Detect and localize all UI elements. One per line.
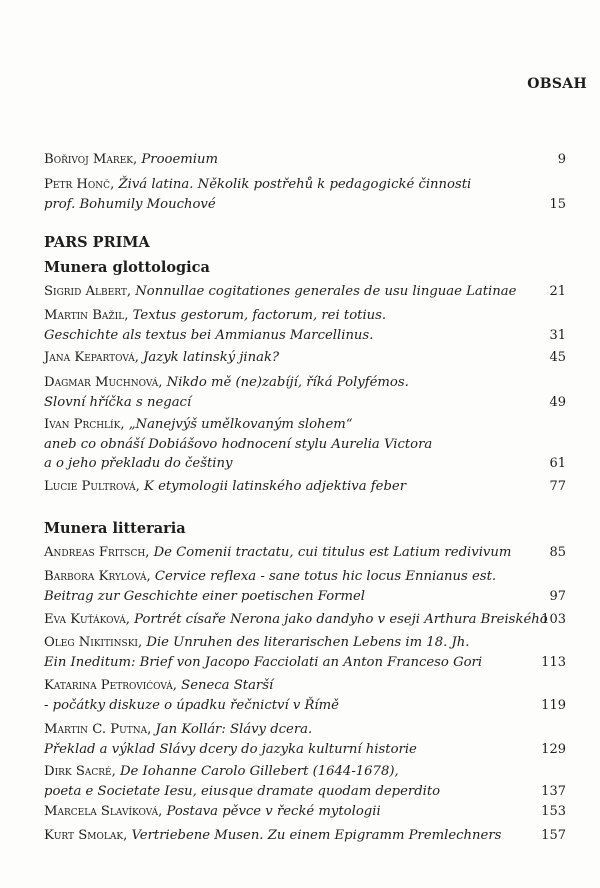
entry-title: Vertriebene Musen. Zu einem Epigramm Premlechners: [131, 828, 502, 843]
page-number: 97: [549, 588, 566, 604]
entry-author: Martin Bažil: [44, 308, 125, 323]
entry-title: Slovní hříčka s negací: [44, 394, 192, 410]
entry-author: Jana Kepartová: [44, 350, 135, 365]
entry-title: Cervice reflexa - sane totus hic locus Ennianus est.: [154, 569, 497, 584]
entry-author: Petr Honč: [44, 177, 111, 192]
toc-entry: [44, 477, 566, 497]
toc-entry: [44, 633, 566, 672]
entry-line: [44, 653, 566, 673]
entry-title: - počátky diskuze o úpadku řečnictví v Římě: [44, 697, 339, 713]
entry-line: Andreas Fritsch, De Comenii tractatu, cui titulus est Latium redivivum: [44, 545, 512, 560]
section-title: Munera litteraria: [44, 520, 186, 537]
entry-title: prof. Bohumily Mouchové: [44, 196, 216, 212]
toc-entry: [44, 802, 566, 822]
toc-entry: [44, 543, 566, 563]
part-title: PARS PRIMA: [44, 234, 150, 251]
toc-entry: [44, 567, 566, 606]
page-number: 77: [549, 479, 566, 494]
toc-entry: [44, 175, 566, 214]
entry-title: a o jeho překladu do češtiny: [44, 456, 233, 471]
entry-author: Martin C. Putna: [44, 722, 148, 737]
entry-title: K etymologii latinského adjektiva feber: [144, 479, 407, 494]
entry-author: Sigrid Albert: [44, 284, 127, 299]
page-number: 85: [549, 545, 566, 560]
entry-line: Katarina Petrovićová, Seneca Starší: [44, 678, 274, 693]
entry-title: Překlad a výklad Slávy dcery do jazyka kulturní historie: [44, 741, 417, 757]
entry-title: Jazyk latinský jinak?: [143, 350, 280, 365]
entry-line: Barbora Krylová, Cervice reflexa - sane totus hic locus Ennianus est.: [44, 569, 497, 584]
entry-title: Ein Ineditum: Brief von Jacopo Facciolati an Anton Franceso Gori: [44, 654, 483, 670]
entry-title: Živá latina. Několik postřehů k pedagogické činnosti: [118, 177, 472, 192]
entry-line: Sigrid Albert, Nonnullae cogitationes generales de usu linguae Latinae: [44, 284, 517, 299]
entry-line: Martin C. Putna, Jan Kollár: Slávy dcera.: [44, 722, 313, 737]
entry-line: [44, 696, 566, 716]
toc-entry: [44, 150, 566, 170]
toc-entry: [44, 306, 566, 345]
entry-line: Jana Kepartová, Jazyk latinský jinak?: [44, 350, 280, 365]
page-number: 113: [541, 654, 566, 670]
entry-line: [44, 195, 566, 215]
page-number: 45: [549, 350, 566, 365]
entry-line: Oleg Nikitinski, Die Unruhen des literarischen Lebens im 18. Jh.: [44, 635, 470, 650]
toc-entry: [44, 373, 566, 412]
entry-line: [44, 782, 566, 802]
toc-entry: [44, 348, 566, 368]
entry-title: „Nanejvýš umělkovaným slohem“: [128, 417, 353, 432]
entry-author: Ivan Prchlík: [44, 417, 121, 432]
entry-title: Beitrag zur Geschichte einer poetischen Formel: [44, 588, 365, 604]
entry-line: Petr Honč, Živá latina. Několik postřehů k pedagogické činnosti: [44, 177, 472, 192]
page-number: 137: [541, 783, 566, 799]
entry-author: Barbora Krylová: [44, 569, 147, 584]
entry-line: Bořivoj Marek, Prooemium: [44, 152, 218, 167]
entry-title: aneb co obnáší Dobiášovo hodnocení stylu Aurelia Victora: [44, 436, 433, 452]
entry-author: Oleg Nikitinski: [44, 635, 138, 650]
entry-line: Kurt Smolak, Vertriebene Musen. Zu einem Epigramm Premlechners: [44, 828, 502, 843]
entry-line: [44, 326, 566, 346]
page-heading: OBSAH: [527, 76, 587, 92]
toc-entry: [44, 610, 566, 630]
page-number: 61: [549, 456, 566, 471]
entry-title: Nikdo mě (ne)zabíjí, říká Polyfémos.: [166, 375, 409, 390]
entry-line: [44, 454, 566, 474]
toc-entry: [44, 415, 566, 474]
entry-line: Dirk Sacré, De Iohanne Carolo Gillebert (1644-1678),: [44, 764, 399, 779]
entry-author: Dagmar Muchnová: [44, 375, 159, 390]
entry-author: Eva Kuťáková: [44, 612, 126, 627]
entry-title: Prooemium: [141, 152, 218, 167]
page-number: 153: [541, 804, 566, 819]
entry-title: Geschichte als textus bei Ammianus Marcellinus.: [44, 327, 374, 343]
entry-title: Textus gestorum, factorum, rei totius.: [132, 308, 387, 323]
entry-author: Kurt Smolak: [44, 828, 124, 843]
entry-title: Jan Kollár: Slávy dcera.: [155, 722, 313, 737]
entry-author: Dirk Sacré: [44, 764, 112, 779]
entry-author: Lucie Pultrová: [44, 479, 136, 494]
entry-title: Portrét císaře Nerona jako dandyho v eseji Arthura Breiského: [134, 612, 548, 627]
entry-line: [44, 393, 566, 413]
entry-title: De Comenii tractatu, cui titulus est Latium redivivum: [153, 545, 512, 560]
entry-line: Ivan Prchlík, „Nanejvýš umělkovaným slohem“: [44, 417, 353, 432]
entry-line: Marcela Slavíková, Postava pěvce v řecké mytologii: [44, 804, 381, 819]
entry-line: [44, 587, 566, 607]
page-number: 103: [541, 612, 566, 627]
entry-line: Martin Bažil, Textus gestorum, factorum, rei totius.: [44, 308, 387, 323]
page-number: 31: [549, 327, 566, 343]
toc-entry: [44, 676, 566, 715]
entry-title: Seneca Starší: [181, 678, 274, 693]
toc-entry: [44, 720, 566, 759]
entry-title: Postava pěvce v řecké mytologii: [166, 804, 381, 819]
page-number: 119: [541, 697, 566, 713]
entry-author: Bořivoj Marek: [44, 152, 133, 167]
entry-title: Nonnullae cogitationes generales de usu linguae Latinae: [135, 284, 517, 299]
entry-line: [44, 435, 566, 455]
page-number: 21: [549, 284, 566, 299]
toc-entry: [44, 762, 566, 801]
entry-author: Marcela Slavíková: [44, 804, 159, 819]
entry-title: poeta e Societate Iesu, eiusque dramate quodam deperdito: [44, 783, 441, 799]
entry-line: [44, 740, 566, 760]
entry-author: Katarina Petrovićová: [44, 678, 173, 693]
page-number: 9: [557, 152, 566, 167]
entry-title: De Iohanne Carolo Gillebert (1644-1678),: [119, 764, 399, 779]
entry-line: Lucie Pultrová, K etymologii latinského adjektiva feber: [44, 479, 407, 494]
page-number: 129: [541, 741, 566, 757]
entry-line: Dagmar Muchnová, Nikdo mě (ne)zabíjí, říká Polyfémos.: [44, 375, 409, 390]
toc-entry: [44, 282, 566, 302]
entry-author: Andreas Fritsch: [44, 545, 146, 560]
entry-title: Die Unruhen des literarischen Lebens im 18. Jh.: [146, 635, 470, 650]
page-number: 15: [549, 196, 566, 212]
entry-line: Eva Kuťáková, Portrét císaře Nerona jako dandyho v eseji Arthura Breiského: [44, 612, 548, 627]
toc-entry: [44, 826, 566, 846]
page-number: 49: [549, 394, 566, 410]
page-number: 157: [541, 828, 566, 843]
section-title: Munera glottologica: [44, 259, 210, 276]
